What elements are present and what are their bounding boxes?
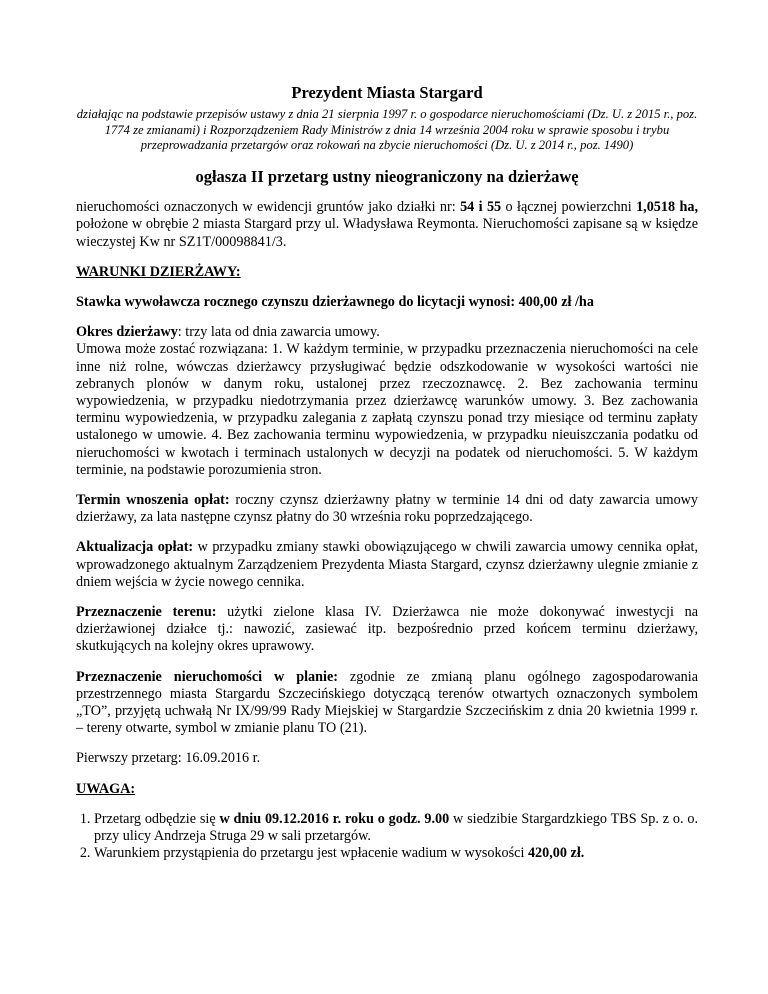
property-description: nieruchomości oznaczonych w ewidencji gruntów jako działki nr: 54 i 55 o łącznej powierzchni 1,0518 ha, położone w obrębie 2 miasta Stargard przy ul. Władysława Reymonta. Nieruchomości zapisane są w księdze wieczystej Kw nr SZ1T/00098841/3. — [76, 199, 698, 250]
announcement-title: ogłasza II przetarg ustny nieograniczony na dzierżawę — [195, 166, 579, 186]
notes-list — [76, 811, 698, 863]
list-item: 2. Warunkiem przystąpienia do przetargu jest wpłacenie wadium w wysokości 420,00 zł. — [94, 845, 698, 862]
land-use: Przeznaczenie terenu: użytki zielone klasa IV. Dzierżawca nie może dokonywać inwestycji na dzierżawionej działce tj.: nawozić, zasiewać itp. bezpośrednio przed końcem terminu dzierżawy, skutkujących na kolejny okres uprawowy. — [76, 604, 698, 655]
document-page — [76, 84, 698, 862]
starting-rate: Stawka wywoławcza rocznego czynszu dzierżawnego do licytacji wynosi: 400,00 zł /ha — [76, 294, 594, 310]
payment-terms: Termin wnoszenia opłat: roczny czynsz dzierżawny płatny w terminie 14 dni od daty zawarcia umowy dzierżawy, za lata następne czynsz płatny do 30 września roku poprzedzającego. — [76, 492, 698, 526]
conditions-heading: WARUNKI DZIERŻAWY: — [76, 263, 241, 280]
lease-period: Okres dzierżawy: trzy lata od dnia zawarcia umowy. — [76, 324, 380, 341]
termination-conditions: Umowa może zostać rozwiązana: 1. W każdym terminie, w przypadku przeznaczenia nieruchomości na cele inne niż rolne, wówczas dzierżawcy przysługiwać będzie odszkodowanie w wysokości wartości nie zebranych plonów w danym roku, ustalonej przez rzeczoznawcę. 2. Bez zachowania terminu wypowiedzenia, w przypadku niedotrzymania przez dzierżawcę warunków umowy. 3. Bez zachowania terminu wypowiedzenia, w przypadku zalegania z zapłatą czynszu ponad trzy miesiące od terminu zapłaty ustalonego w umowie. 4. Bez zachowania terminu wypowiedzenia, w przypadku nieuiszczania podatku od nieruchomości w kwotach i terminach ustalonych w decyzji na podatek od nieruchomości. 5. W każdym terminie, na podstawie porozumienia stron. — [76, 341, 698, 478]
page-title: Prezydent Miasta Stargard — [291, 83, 483, 102]
fee-update: Aktualizacja opłat: w przypadku zmiany stawki obowiązującego w chwili zawarcia umowy cennika opłat, wprowadzonego aktualnym Zarządzeniem Prezydenta Miasta Stargard, czynsz dzierżawny ulegnie zmianie z dniem wejścia w życie nowego cennika. — [76, 539, 698, 590]
deposit-amount: 420,00 zł. — [527, 845, 585, 862]
total-area: 1,0518 ha, — [636, 199, 698, 216]
planning-designation: Przeznaczenie nieruchomości w planie: zgodnie ze zmianą planu ogólnego zagospodarowania przestrzennego miasta Stargardu Szczecińskiego dotyczącą terenów otwartych oznaczonych symbolem „TO”, przyjętą uchwałą Nr IX/99/99 Rady Miejskiej w Stargardzie Szczecińskim z dnia 20 kwietnia 1999 r. – tereny otwarte, symbol w zmianie planu TO (21). — [76, 668, 698, 737]
first-tender-date: Pierwszy przetarg: 16.09.2016 r. — [76, 750, 261, 767]
plot-numbers: 54 i 55 — [460, 199, 502, 216]
list-item: 1. Przetarg odbędzie się w dniu 09.12.2016 r. roku o godz. 9.00 w siedzibie Stargardzkiego TBS Sp. z o. o. przy ulicy Andrzeja Struga 29 w sali przetargów. — [94, 811, 698, 845]
notes-heading: UWAGA: — [76, 780, 136, 797]
legal-basis: działając na podstawie przepisów ustawy z dnia 21 sierpnia 1997 r. o gospodarce nieruchomościami (Dz. U. z 2015 r., poz. 1774 ze zmianami) i Rozporządzeniem Rady Ministrów z dnia 14 września 2004 roku w sprawie sposobu i trybu przeprowadzania przetargów oraz rokowań na zbycie nieruchomości (Dz. U. z 2014 r., poz. 1490) — [76, 107, 698, 153]
tender-datetime: w dniu 09.12.2016 r. roku o godz. 9.00 — [219, 810, 450, 827]
